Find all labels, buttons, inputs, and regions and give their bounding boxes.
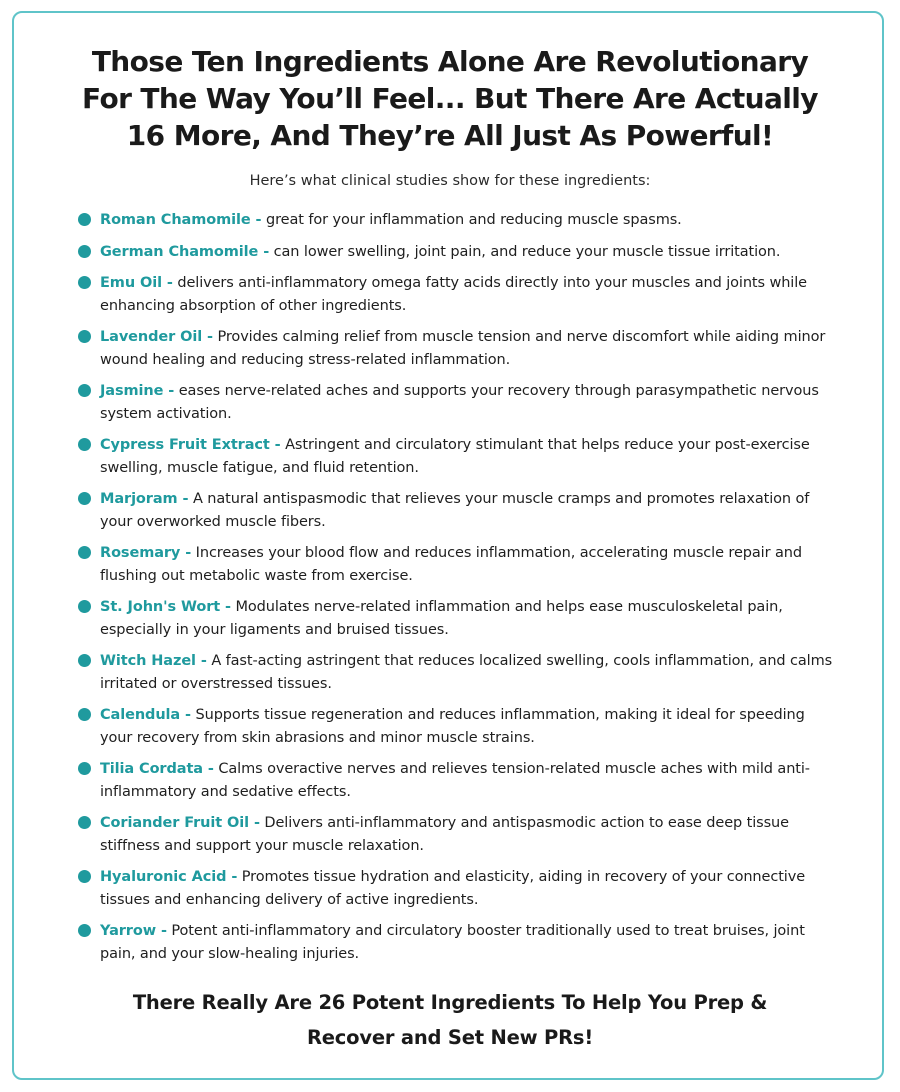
- ingredient-description: Calms overactive nerves and relieves tension-related muscle aches with mild anti-inflammatory and sedative effects.: [100, 761, 810, 800]
- ingredient-description: Potent anti-inflammatory and circulatory booster traditionally used to treat bruises, joint pain, and your slow-healing injuries.: [100, 923, 805, 962]
- ingredient-name: Marjoram -: [100, 491, 189, 507]
- ingredient-name: Tilia Cordata -: [100, 761, 214, 777]
- headline: [44, 43, 856, 154]
- headline-line-3: 16 More, And They’re All Just As Powerful!: [126, 119, 774, 152]
- ingredient-list: [78, 209, 838, 974]
- bullet-icon: [78, 213, 91, 226]
- ingredient-item: [78, 866, 838, 911]
- closing-line-1: There Really Are 26 Potent Ingredients To Help You Prep &: [132, 991, 768, 1014]
- ingredient-description: can lower swelling, joint pain, and reduce your muscle tissue irritation.: [273, 243, 781, 260]
- ingredient-name: Rosemary -: [100, 545, 192, 561]
- ingredient-item: [78, 812, 838, 857]
- ingredient-item: [78, 596, 838, 641]
- bullet-icon: [78, 245, 91, 258]
- ingredient-description: A fast-acting astringent that reduces localized swelling, cools inflammation, and calms irritated or overstressed tissues.: [100, 653, 833, 692]
- ingredient-name: Roman Chamomile -: [100, 212, 262, 228]
- ingredient-item: [78, 704, 838, 749]
- bullet-icon: [78, 654, 91, 667]
- ingredient-name: Witch Hazel -: [100, 653, 207, 669]
- ingredient-item: [78, 326, 838, 371]
- ingredients-card: [12, 11, 884, 1080]
- closing-line-2: Recover and Set New PRs!: [306, 1026, 594, 1049]
- ingredient-name: Jasmine -: [100, 383, 175, 399]
- ingredient-item: [78, 758, 838, 803]
- ingredient-name: Hyaluronic Acid -: [100, 869, 238, 885]
- bullet-icon: [78, 384, 91, 397]
- bullet-icon: [78, 492, 91, 505]
- ingredient-item: [78, 380, 838, 425]
- bullet-icon: [78, 330, 91, 343]
- bullet-icon: [78, 762, 91, 775]
- ingredient-item: [78, 434, 838, 479]
- ingredient-description: Delivers anti-inflammatory and antispasmodic action to ease deep tissue stiffness and support your muscle relaxation.: [100, 815, 789, 854]
- ingredient-name: Coriander Fruit Oil -: [100, 815, 260, 831]
- ingredient-name: Lavender Oil -: [100, 329, 213, 345]
- ingredient-name: Emu Oil -: [100, 275, 173, 291]
- ingredient-name: St. John's Wort -: [100, 599, 231, 615]
- ingredient-item: [78, 920, 838, 965]
- ingredient-description: delivers anti-inflammatory omega fatty acids directly into your muscles and joints while enhancing absorption of other ingredients.: [100, 275, 807, 314]
- ingredient-description: Provides calming relief from muscle tension and nerve discomfort while aiding minor wound healing and reducing stress-related inflammation.: [100, 329, 826, 368]
- bullet-icon: [78, 600, 91, 613]
- closing-statement: [44, 985, 856, 1055]
- intro-text: Here’s what clinical studies show for these ingredients:: [249, 173, 651, 189]
- ingredient-description: Increases your blood flow and reduces inflammation, accelerating muscle repair and flushing out metabolic waste from exercise.: [100, 545, 802, 584]
- ingredient-name: Yarrow -: [100, 923, 167, 939]
- ingredient-item: [78, 650, 838, 695]
- ingredient-description: Promotes tissue hydration and elasticity, aiding in recovery of your connective tissues and enhancing delivery of active ingredients.: [100, 869, 806, 908]
- bullet-icon: [78, 816, 91, 829]
- ingredient-item: [78, 272, 838, 317]
- ingredient-description: A natural antispasmodic that relieves your muscle cramps and promotes relaxation of your overworked muscle fibers.: [100, 491, 810, 530]
- ingredient-description: Modulates nerve-related inflammation and helps ease musculoskeletal pain, especially in your ligaments and bruised tissues.: [100, 599, 783, 638]
- headline-line-2: For The Way You’ll Feel... But There Are Actually: [82, 82, 818, 115]
- bullet-icon: [78, 870, 91, 883]
- ingredient-item: [78, 209, 838, 232]
- ingredient-item: [78, 542, 838, 587]
- bullet-icon: [78, 276, 91, 289]
- ingredient-name: Cypress Fruit Extract -: [100, 437, 281, 453]
- ingredient-description: Supports tissue regeneration and reduces inflammation, making it ideal for speeding your recovery from skin abrasions and minor muscle strains.: [100, 707, 805, 746]
- ingredient-name: German Chamomile -: [100, 243, 270, 260]
- ingredient-description: eases nerve-related aches and supports your recovery through parasympathetic nervous system activation.: [100, 383, 819, 422]
- headline-line-1: Those Ten Ingredients Alone Are Revolutionary: [91, 45, 809, 78]
- ingredient-description: Astringent and circulatory stimulant that helps reduce your post-exercise swelling, muscle fatigue, and fluid retention.: [100, 437, 810, 476]
- ingredient-description: great for your inflammation and reducing muscle spasms.: [265, 212, 682, 228]
- ingredient-item: [78, 241, 838, 264]
- bullet-icon: [78, 708, 91, 721]
- bullet-icon: [78, 438, 91, 451]
- ingredient-name: Calendula -: [100, 707, 191, 723]
- bullet-icon: [78, 546, 91, 559]
- ingredient-item: [78, 488, 838, 533]
- bullet-icon: [78, 924, 91, 937]
